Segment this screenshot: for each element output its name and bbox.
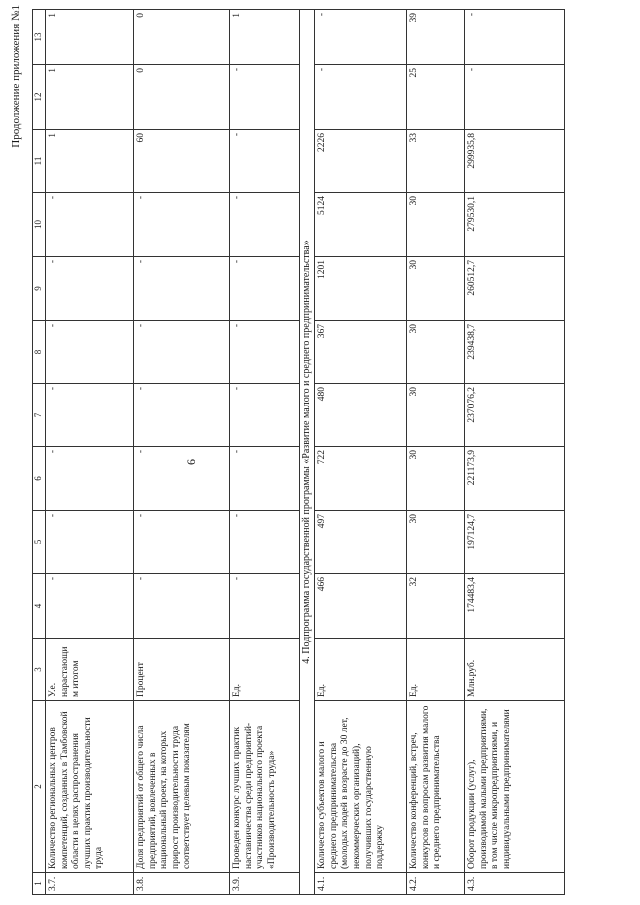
value-cell: - bbox=[230, 257, 300, 321]
value-cell: 466 bbox=[315, 574, 407, 639]
value-cell: - bbox=[134, 257, 230, 321]
unit-cell: Ед. bbox=[230, 639, 300, 701]
value-cell: - bbox=[465, 65, 565, 130]
col-number: 5 bbox=[33, 511, 46, 574]
value-cell: 30 bbox=[407, 511, 465, 574]
value-cell: 480 bbox=[315, 384, 407, 447]
col-number: 13 bbox=[33, 10, 46, 65]
column-number-row bbox=[33, 10, 46, 895]
value-cell: - bbox=[230, 321, 300, 384]
value-cell: 279530,1 bbox=[465, 193, 565, 257]
value-cell: 32 bbox=[407, 574, 465, 639]
unit-cell: Ед. bbox=[407, 639, 465, 701]
value-cell: 367 bbox=[315, 321, 407, 384]
col-number: 8 bbox=[33, 321, 46, 384]
indicator-name: Оборот продукции (услуг), производимой малыми предприятиями, в том числе микропредприятиями, и индивидуальными предпринимателями bbox=[465, 701, 565, 873]
col-number: 12 bbox=[33, 65, 46, 130]
unit-cell: Процент bbox=[134, 639, 230, 701]
unit-cell: Ед. bbox=[315, 639, 407, 701]
value-cell: - bbox=[230, 447, 300, 511]
value-cell: 30 bbox=[407, 321, 465, 384]
value-cell: 497 bbox=[315, 511, 407, 574]
page-number: 6 bbox=[184, 459, 198, 465]
value-cell: 30 bbox=[407, 384, 465, 447]
value-cell: - bbox=[134, 511, 230, 574]
table-row bbox=[315, 10, 407, 895]
value-cell: - bbox=[46, 257, 134, 321]
col-number: 2 bbox=[33, 701, 46, 873]
value-cell: - bbox=[315, 65, 407, 130]
col-number: 1 bbox=[33, 873, 46, 895]
value-cell: 25 bbox=[407, 65, 465, 130]
value-cell: - bbox=[46, 193, 134, 257]
value-cell: - bbox=[134, 574, 230, 639]
value-cell: 299935,8 bbox=[465, 130, 565, 193]
indicator-name: Количество субъектов малого и среднего предпринимательства (молодых людей в возрасте до 30 лет, некоммерческих организаций), получивших государственную поддержку bbox=[315, 701, 407, 873]
indicator-name: Доля предприятий от общего числа предприятий, вовлеченных в национальный проект, на которых прирост производительности труда соответствует целевым показателям bbox=[134, 701, 230, 873]
value-cell: - bbox=[134, 193, 230, 257]
indicator-name: Количество конференций, встреч, конкурсов по вопросам развития малого и среднего предпринимательства bbox=[407, 701, 465, 873]
value-cell: 221173,9 bbox=[465, 447, 565, 511]
value-cell: 1 bbox=[46, 10, 134, 65]
value-cell: 174483,4 bbox=[465, 574, 565, 639]
row-number: 3.7. bbox=[46, 873, 134, 895]
row-number: 4.2. bbox=[407, 873, 465, 895]
row-number: 4.1. bbox=[315, 873, 407, 895]
value-cell: 239438,7 bbox=[465, 321, 565, 384]
indicator-name: Проведен конкурс лучших практик наставничества среди предприятий-участников национального проекта «Производительность труда» bbox=[230, 701, 300, 873]
table-row bbox=[134, 10, 230, 895]
table-row bbox=[407, 10, 465, 895]
col-number: 6 bbox=[33, 447, 46, 511]
value-cell: - bbox=[46, 511, 134, 574]
appendix-note: Продолжение приложения №1 bbox=[10, 5, 22, 148]
table-row bbox=[230, 10, 300, 895]
value-cell: - bbox=[465, 10, 565, 65]
value-cell: - bbox=[46, 384, 134, 447]
value-cell: - bbox=[230, 193, 300, 257]
value-cell: 60 bbox=[134, 130, 230, 193]
col-number: 7 bbox=[33, 384, 46, 447]
section-row bbox=[300, 10, 315, 895]
indicator-name: Количество региональных центров компетенций, созданных в Тамбовской области в целях распространения лучших практик производительности труда bbox=[46, 701, 134, 873]
row-number: 3.8. bbox=[134, 873, 230, 895]
table-row bbox=[46, 10, 134, 895]
value-cell: 39 bbox=[407, 10, 465, 65]
row-number: 4.3. bbox=[465, 873, 565, 895]
value-cell: - bbox=[230, 574, 300, 639]
value-cell: 30 bbox=[407, 447, 465, 511]
value-cell: 1 bbox=[46, 65, 134, 130]
value-cell: - bbox=[230, 130, 300, 193]
value-cell: - bbox=[315, 10, 407, 65]
value-cell: - bbox=[134, 384, 230, 447]
value-cell: - bbox=[46, 321, 134, 384]
value-cell: 30 bbox=[407, 193, 465, 257]
table-row bbox=[465, 10, 565, 895]
value-cell: 30 bbox=[407, 257, 465, 321]
col-number: 3 bbox=[33, 639, 46, 701]
value-cell: 197124,7 bbox=[465, 511, 565, 574]
col-number: 11 bbox=[33, 130, 46, 193]
value-cell: 1 bbox=[230, 10, 300, 65]
value-cell: 0 bbox=[134, 65, 230, 130]
value-cell: - bbox=[230, 65, 300, 130]
value-cell: 237076,2 bbox=[465, 384, 565, 447]
col-number: 4 bbox=[33, 574, 46, 639]
value-cell: - bbox=[134, 321, 230, 384]
value-cell: - bbox=[46, 447, 134, 511]
value-cell: - bbox=[230, 511, 300, 574]
col-number: 10 bbox=[33, 193, 46, 257]
row-number: 3.9. bbox=[230, 873, 300, 895]
indicators-table bbox=[32, 9, 565, 895]
value-cell: - bbox=[46, 574, 134, 639]
value-cell: 260512,7 bbox=[465, 257, 565, 321]
section-title: 4. Подпрограмма государственной программы «Развитие малого и среднего предпринимательства» bbox=[300, 10, 315, 895]
value-cell: 722 bbox=[315, 447, 407, 511]
col-number: 9 bbox=[33, 257, 46, 321]
value-cell: 1 bbox=[46, 130, 134, 193]
unit-cell: У.е. нарастающим итогом bbox=[46, 639, 134, 701]
value-cell: - bbox=[134, 447, 230, 511]
value-cell: 0 bbox=[134, 10, 230, 65]
value-cell: 1201 bbox=[315, 257, 407, 321]
value-cell: 33 bbox=[407, 130, 465, 193]
value-cell: 2226 bbox=[315, 130, 407, 193]
value-cell: 5124 bbox=[315, 193, 407, 257]
unit-cell: Млн.руб. bbox=[465, 639, 565, 701]
value-cell: - bbox=[230, 384, 300, 447]
